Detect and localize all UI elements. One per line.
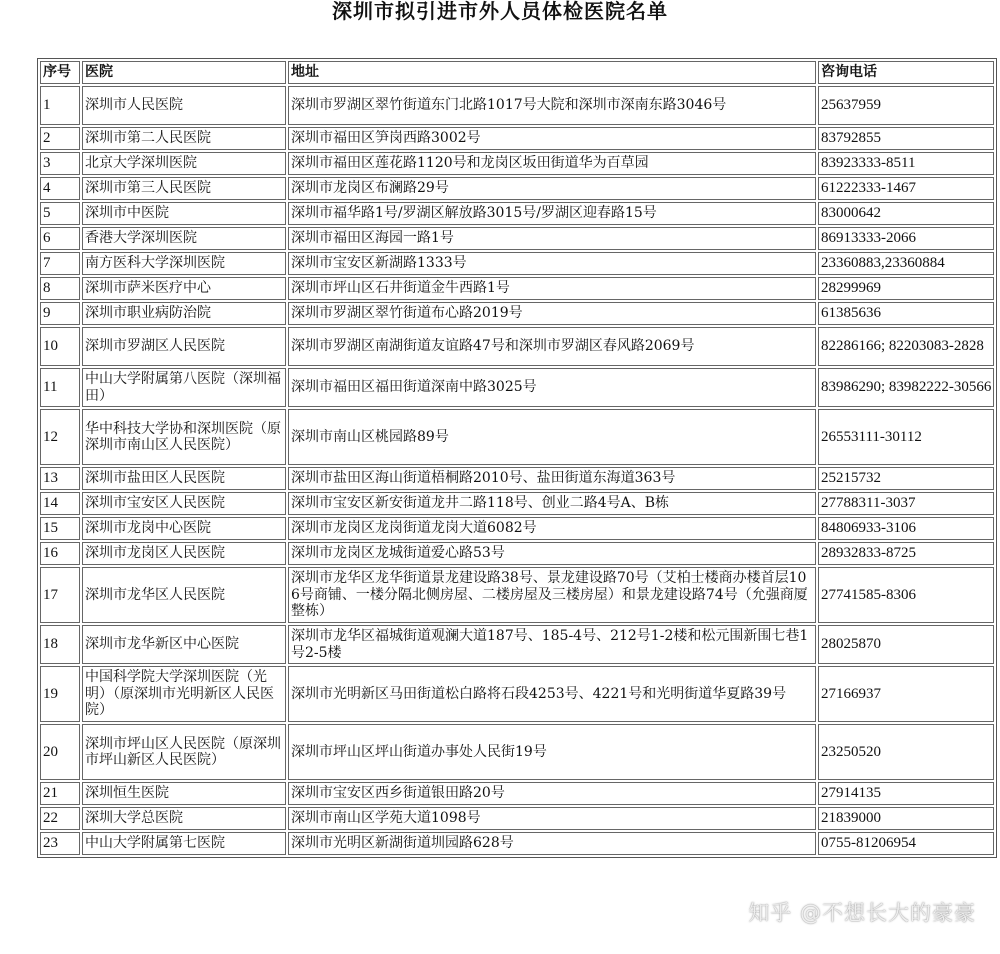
hospital-address: 深圳市宝安区新湖路1333号 [288, 252, 816, 275]
hospital-name: 华中科技大学协和深圳医院（原深圳市南山区人民医院） [82, 409, 286, 465]
hospital-name: 深圳市龙岗中心医院 [82, 517, 286, 540]
table-row [40, 492, 994, 515]
hospital-name: 深圳市龙华新区中心医院 [82, 625, 286, 664]
row-number: 5 [40, 202, 80, 225]
row-number: 17 [40, 567, 80, 623]
hospital-name: 深圳市坪山区人民医院（原深圳市坪山新区人民医院） [82, 724, 286, 780]
hospital-table [37, 58, 997, 858]
row-number: 13 [40, 467, 80, 490]
hospital-phone: 82286166; 82203083-2828 [818, 327, 994, 366]
hospital-name: 深圳市职业病防治院 [82, 302, 286, 325]
hospital-address: 深圳市福华路1号/罗湖区解放路3015号/罗湖区迎春路15号 [288, 202, 816, 225]
table-row [40, 177, 994, 200]
hospital-address: 深圳市宝安区新安街道龙井二路118号、创业二路4号A、B栋 [288, 492, 816, 515]
table-row [40, 782, 994, 805]
table-row [40, 368, 994, 407]
table-row [40, 832, 994, 855]
row-number: 6 [40, 227, 80, 250]
table-row [40, 202, 994, 225]
hospital-name: 深圳恒生医院 [82, 782, 286, 805]
hospital-phone: 61222333-1467 [818, 177, 994, 200]
hospital-address: 深圳市罗湖区翠竹街道布心路2019号 [288, 302, 816, 325]
hospital-name: 南方医科大学深圳医院 [82, 252, 286, 275]
hospital-name: 深圳市第三人民医院 [82, 177, 286, 200]
row-number: 9 [40, 302, 80, 325]
table-row [40, 252, 994, 275]
table-row [40, 625, 994, 664]
hospital-phone: 83986290; 83982222-30566 [818, 368, 994, 407]
row-number: 15 [40, 517, 80, 540]
table-row [40, 127, 994, 150]
row-number: 7 [40, 252, 80, 275]
hospital-address: 深圳市龙岗区龙岗街道龙岗大道6082号 [288, 517, 816, 540]
row-number: 21 [40, 782, 80, 805]
row-number: 8 [40, 277, 80, 300]
hospital-name: 中国科学院大学深圳医院（光明）（原深圳市光明新区人民医院） [82, 666, 286, 722]
table-row [40, 567, 994, 623]
hospital-address: 深圳市龙岗区布澜路29号 [288, 177, 816, 200]
hospital-address: 深圳市南山区学苑大道1098号 [288, 807, 816, 830]
table-row [40, 277, 994, 300]
hospital-address: 深圳市宝安区西乡街道银田路20号 [288, 782, 816, 805]
hospital-phone: 26553111-30112 [818, 409, 994, 465]
row-number: 19 [40, 666, 80, 722]
hospital-name: 深圳市龙岗区人民医院 [82, 542, 286, 565]
row-number: 4 [40, 177, 80, 200]
hospital-phone: 28299969 [818, 277, 994, 300]
table-row [40, 467, 994, 490]
hospital-name: 深圳市中医院 [82, 202, 286, 225]
hospital-phone: 27741585-8306 [818, 567, 994, 623]
table-row [40, 666, 994, 722]
row-number: 20 [40, 724, 80, 780]
header-phone: 咨询电话 [818, 61, 994, 84]
hospital-phone: 84806933-3106 [818, 517, 994, 540]
hospital-name: 北京大学深圳医院 [82, 152, 286, 175]
hospital-phone: 25637959 [818, 86, 994, 125]
table-row [40, 227, 994, 250]
hospital-phone: 28932833-8725 [818, 542, 994, 565]
table-header-row [40, 61, 994, 84]
hospital-phone: 83792855 [818, 127, 994, 150]
hospital-name: 深圳市龙华区人民医院 [82, 567, 286, 623]
hospital-address: 深圳市南山区桃园路89号 [288, 409, 816, 465]
hospital-name: 深圳市罗湖区人民医院 [82, 327, 286, 366]
hospital-phone: 61385636 [818, 302, 994, 325]
page-title: 深圳市拟引进市外人员体检医院名单 [332, 0, 668, 23]
row-number: 1 [40, 86, 80, 125]
row-number: 3 [40, 152, 80, 175]
hospital-address: 深圳市盐田区海山街道梧桐路2010号、盐田街道东海道363号 [288, 467, 816, 490]
hospital-phone: 28025870 [818, 625, 994, 664]
hospital-address: 深圳市福田区莲花路1120号和龙岗区坂田街道华为百草园 [288, 152, 816, 175]
row-number: 2 [40, 127, 80, 150]
hospital-phone: 83000642 [818, 202, 994, 225]
hospital-address: 深圳市龙华区福城街道观澜大道187号、185-4号、212号1-2楼和松元围新围七巷1号2-5楼 [288, 625, 816, 664]
row-number: 12 [40, 409, 80, 465]
row-number: 23 [40, 832, 80, 855]
table-row [40, 409, 994, 465]
hospital-phone: 23250520 [818, 724, 994, 780]
row-number: 22 [40, 807, 80, 830]
header-hospital: 医院 [82, 61, 286, 84]
row-number: 11 [40, 368, 80, 407]
hospital-name: 深圳市第二人民医院 [82, 127, 286, 150]
hospital-address: 深圳市光明新区马田街道松白路将石段4253号、4221号和光明街道华夏路39号 [288, 666, 816, 722]
header-address: 地址 [288, 61, 816, 84]
hospital-address: 深圳市罗湖区南湖街道友谊路47号和深圳市罗湖区春风路2069号 [288, 327, 816, 366]
hospital-name: 中山大学附属第七医院 [82, 832, 286, 855]
hospital-name: 香港大学深圳医院 [82, 227, 286, 250]
table-row [40, 542, 994, 565]
table-row [40, 86, 994, 125]
hospital-address: 深圳市罗湖区翠竹街道东门北路1017号大院和深圳市深南东路3046号 [288, 86, 816, 125]
row-number: 16 [40, 542, 80, 565]
hospital-phone: 21839000 [818, 807, 994, 830]
header-no: 序号 [40, 61, 80, 84]
row-number: 10 [40, 327, 80, 366]
hospital-phone: 0755-81206954 [818, 832, 994, 855]
hospital-phone: 83923333-8511 [818, 152, 994, 175]
table-row [40, 302, 994, 325]
hospital-address: 深圳市龙岗区龙城街道爱心路53号 [288, 542, 816, 565]
hospital-phone: 27166937 [818, 666, 994, 722]
hospital-address: 深圳市坪山区坪山街道办事处人民街19号 [288, 724, 816, 780]
hospital-address: 深圳市福田区笋岗西路3002号 [288, 127, 816, 150]
watermark: 知乎 @不想长大的豪豪 [748, 901, 976, 925]
table-row [40, 152, 994, 175]
hospital-address: 深圳市光明区新湖街道圳园路628号 [288, 832, 816, 855]
hospital-name: 深圳市人民医院 [82, 86, 286, 125]
table-row [40, 517, 994, 540]
hospital-name: 中山大学附属第八医院（深圳福田） [82, 368, 286, 407]
hospital-name: 深圳大学总医院 [82, 807, 286, 830]
table-row [40, 724, 994, 780]
hospital-phone: 27788311-3037 [818, 492, 994, 515]
hospital-address: 深圳市龙华区龙华街道景龙建设路38号、景龙建设路70号（艾柏士楼商办楼首层106号商铺、一楼分隔北侧房屋、二楼房屋及三楼房屋）和景龙建设路74号（允强商厦整栋） [288, 567, 816, 623]
row-number: 14 [40, 492, 80, 515]
table-row [40, 807, 994, 830]
hospital-address: 深圳市坪山区石井街道金牛西路1号 [288, 277, 816, 300]
hospital-name: 深圳市萨米医疗中心 [82, 277, 286, 300]
hospital-name: 深圳市盐田区人民医院 [82, 467, 286, 490]
hospital-address: 深圳市福田区福田街道深南中路3025号 [288, 368, 816, 407]
hospital-name: 深圳市宝安区人民医院 [82, 492, 286, 515]
hospital-phone: 86913333-2066 [818, 227, 994, 250]
hospital-phone: 25215732 [818, 467, 994, 490]
hospital-phone: 23360883,23360884 [818, 252, 994, 275]
hospital-phone: 27914135 [818, 782, 994, 805]
table-row [40, 327, 994, 366]
row-number: 18 [40, 625, 80, 664]
hospital-address: 深圳市福田区海园一路1号 [288, 227, 816, 250]
